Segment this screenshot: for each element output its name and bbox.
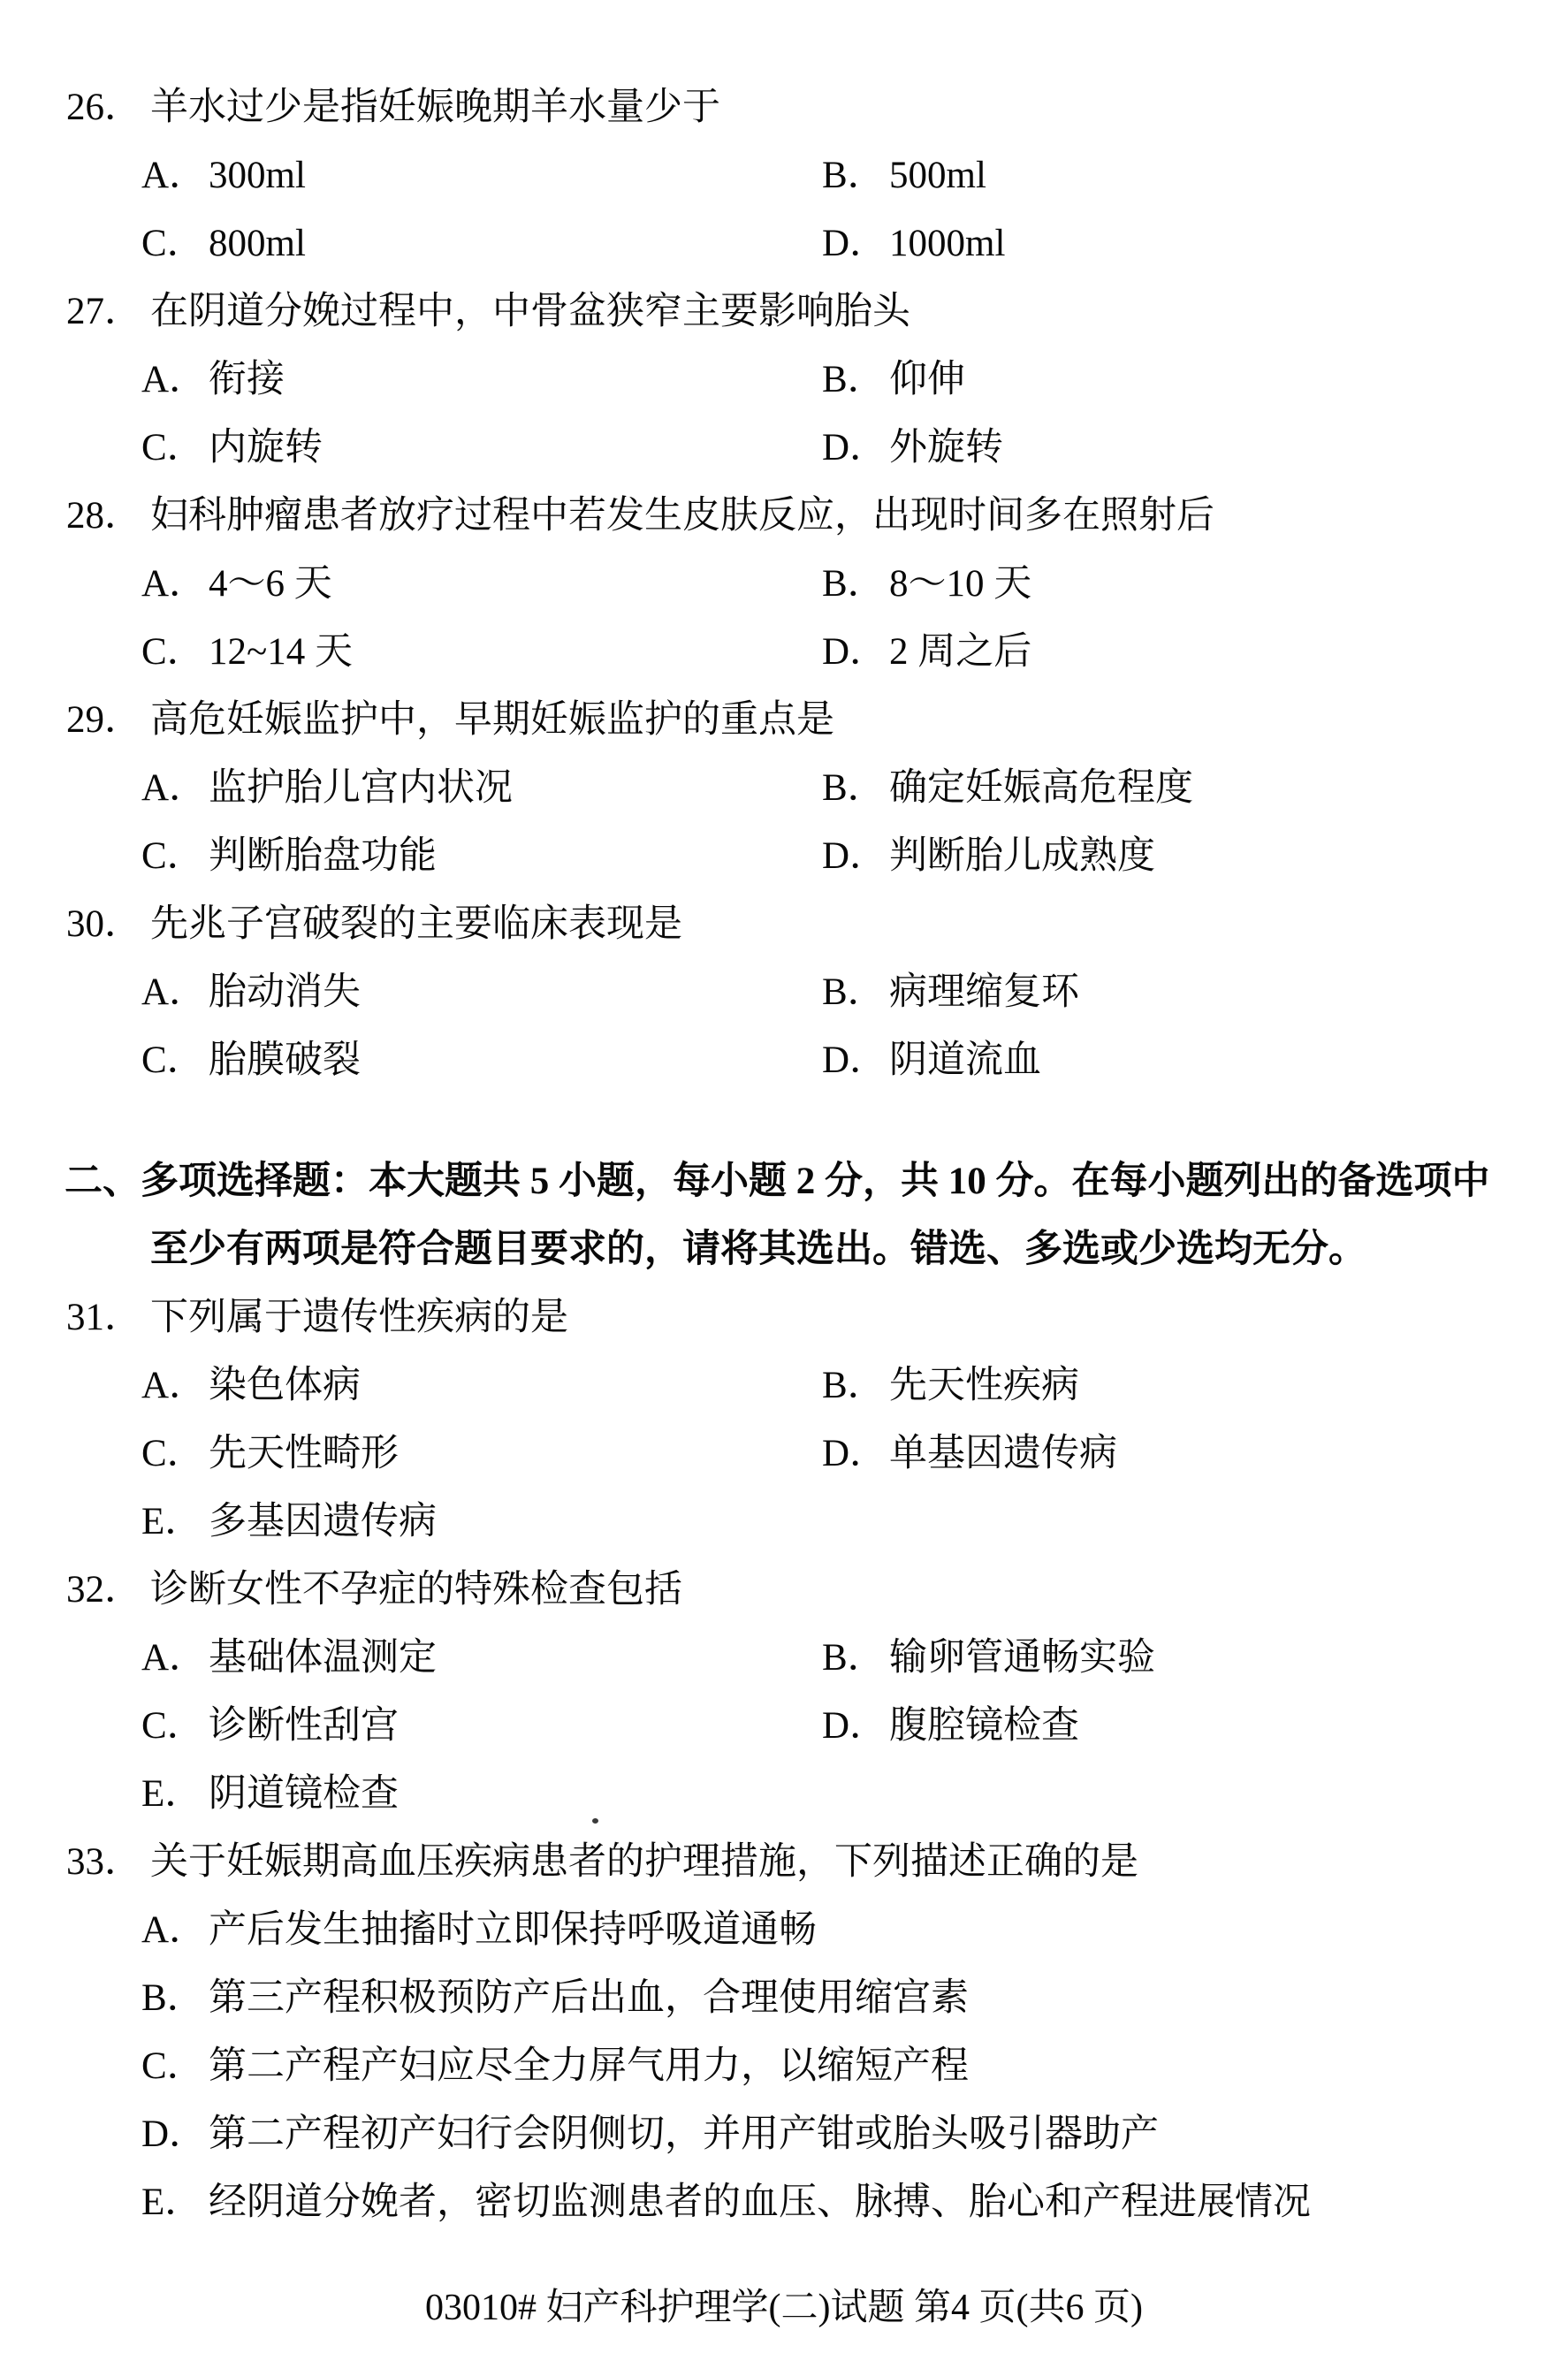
option-text: 4～6 天: [209, 563, 332, 605]
option-item: [822, 563, 1031, 605]
single-choice-question-list: [0, 73, 1568, 1094]
option-text: 输卵管通畅实验: [889, 1637, 1155, 1679]
question-stem-row: [0, 890, 1568, 958]
option-label: C．: [141, 427, 205, 468]
option-row: [0, 1896, 1568, 1964]
option-item: [822, 223, 1005, 264]
option-item: [141, 958, 822, 1026]
option-label: C．: [141, 1040, 205, 1081]
option-item: [141, 141, 822, 209]
question-block: [0, 278, 1568, 482]
option-item: [822, 767, 1193, 809]
question-block: [0, 482, 1568, 686]
option-row: [0, 1488, 1568, 1556]
option-item: [822, 155, 986, 196]
option-row: [0, 958, 1568, 1026]
multiple-choice-question-list: [0, 1283, 1568, 2236]
option-text: 衔接: [209, 359, 285, 400]
question-stem-row: [0, 73, 1568, 141]
option-text: 先天性疾病: [889, 1365, 1079, 1406]
question-block: [0, 686, 1568, 890]
option-label: D．: [822, 835, 888, 877]
option-text: 确定妊娠高危程度: [889, 767, 1193, 809]
option-row: [0, 822, 1568, 890]
question-block: [0, 73, 1568, 278]
option-item: [141, 618, 822, 686]
option-label: B．: [822, 1637, 886, 1679]
option-row: [0, 1760, 1568, 1828]
option-label: A．: [141, 971, 208, 1013]
option-text: 第二产程初产妇行会阴侧切，并用产钳或胎头吸引器助产: [209, 2113, 1159, 2155]
option-label: D．: [822, 1705, 888, 1747]
option-label: D．: [141, 2113, 208, 2155]
option-item: [141, 1977, 969, 2019]
option-label: E．: [141, 1501, 203, 1542]
option-text: 1000ml: [889, 223, 1006, 264]
option-text: 阴道镜检查: [209, 1773, 399, 1815]
section-2-header: [0, 1147, 1568, 1283]
question-stem-row: [0, 1828, 1568, 1896]
option-item: [822, 835, 1155, 877]
option-text: 800ml: [209, 223, 306, 264]
option-text: 产后发生抽搐时立即保持呼吸道通畅: [209, 1909, 817, 1951]
option-text: 第三产程积极预防产后出血，合理使用缩宫素: [209, 1977, 969, 2019]
option-label: A．: [141, 563, 208, 605]
question-block: [0, 1828, 1568, 2236]
option-text: 12~14 天: [209, 631, 354, 673]
option-item: [822, 1433, 1117, 1474]
option-text: 单基因遗传病: [889, 1433, 1117, 1474]
option-item: [141, 2045, 969, 2087]
option-row: [0, 550, 1568, 618]
option-text: 8～10 天: [889, 563, 1032, 605]
section-2-header-line2: 至少有两项是符合题目要求的，请将其选出。错选、多选或少选均无分。: [150, 1229, 1366, 1270]
page-footer: 03010# 妇产科护理学(二)试题 第4 页(共6 页): [425, 2288, 1143, 2328]
question-stem: 在阴道分娩过程中，中骨盆狭窄主要影响胎头: [150, 291, 910, 332]
option-label: D．: [822, 1433, 888, 1474]
option-text: 腹腔镜检查: [889, 1705, 1079, 1747]
option-row: [0, 2032, 1568, 2100]
option-row: [0, 414, 1568, 482]
option-item: [141, 209, 822, 278]
option-item: [141, 1624, 822, 1692]
option-label: C．: [141, 1433, 205, 1474]
option-label: A．: [141, 155, 208, 196]
option-label: B．: [141, 1977, 205, 2019]
option-label: C．: [141, 631, 205, 673]
option-row: [0, 1352, 1568, 1420]
option-text: 染色体病: [209, 1365, 361, 1406]
option-item: [141, 1692, 822, 1760]
option-item: [822, 359, 965, 400]
option-label: D．: [822, 1040, 888, 1081]
question-stem-row: [0, 278, 1568, 346]
option-item: [141, 754, 822, 822]
option-row: [0, 1026, 1568, 1094]
option-item: [141, 2182, 1311, 2223]
option-text: 胎动消失: [209, 971, 361, 1013]
option-row: [0, 754, 1568, 822]
option-item: [141, 1026, 822, 1094]
question-number: 26．: [66, 87, 142, 128]
option-label: A．: [141, 1909, 208, 1951]
question-number: 33．: [66, 1841, 142, 1883]
option-item: [822, 971, 1079, 1013]
option-row: [0, 1964, 1568, 2032]
option-label: E．: [141, 2182, 203, 2223]
option-text: 仰伸: [889, 359, 965, 400]
option-label: A．: [141, 1637, 208, 1679]
option-label: D．: [822, 427, 888, 468]
question-stem: 关于妊娠期高血压疾病患者的护理措施，下列描述正确的是: [150, 1841, 1138, 1883]
option-text: 诊断性刮宫: [209, 1705, 399, 1747]
question-number: 30．: [66, 903, 142, 945]
option-label: C．: [141, 2045, 205, 2087]
question-stem: 下列属于遗传性疾病的是: [150, 1297, 568, 1338]
option-text: 病理缩复环: [889, 971, 1079, 1013]
question-stem-row: [0, 686, 1568, 754]
question-stem-row: [0, 482, 1568, 550]
question-block: [0, 890, 1568, 1094]
question-number: 27．: [66, 291, 142, 332]
option-label: C．: [141, 835, 205, 877]
option-row: [0, 618, 1568, 686]
option-row: [0, 1420, 1568, 1488]
option-text: 内旋转: [209, 427, 323, 468]
option-item: [141, 550, 822, 618]
option-row: [0, 1692, 1568, 1760]
option-item: [141, 1501, 437, 1542]
option-item: [822, 1365, 1079, 1406]
scan-speck-artifact: [592, 1818, 598, 1824]
option-item: [141, 414, 822, 482]
question-stem: 高危妊娠监护中，早期妊娠监护的重点是: [150, 699, 834, 741]
option-label: E．: [141, 1773, 203, 1815]
option-text: 300ml: [209, 155, 306, 196]
option-item: [141, 822, 822, 890]
question-stem: 先兆子宫破裂的主要临床表现是: [150, 903, 682, 945]
option-text: 判断胎儿成熟度: [889, 835, 1155, 877]
option-text: 基础体温测定: [209, 1637, 437, 1679]
option-label: B．: [822, 155, 886, 196]
question-stem-row: [0, 1283, 1568, 1352]
option-item: [141, 1420, 822, 1488]
option-item: [822, 1705, 1079, 1747]
option-label: B．: [822, 767, 886, 809]
option-text: 先天性畸形: [209, 1433, 399, 1474]
option-text: 阴道流血: [889, 1040, 1041, 1081]
option-item: [822, 631, 1031, 673]
option-item: [141, 2113, 1159, 2155]
option-row: [0, 346, 1568, 414]
option-item: [141, 1352, 822, 1420]
question-block: [0, 1556, 1568, 1828]
question-stem: 羊水过少是指妊娠晚期羊水量少于: [150, 87, 720, 128]
question-stem: 诊断女性不孕症的特殊检查包括: [150, 1569, 682, 1611]
option-item: [141, 346, 822, 414]
option-label: B．: [822, 563, 886, 605]
option-text: 监护胎儿宫内状况: [209, 767, 513, 809]
question-stem: 妇科肿瘤患者放疗过程中若发生皮肤反应，出现时间多在照射后: [150, 495, 1214, 537]
option-item: [822, 1040, 1041, 1081]
option-text: 500ml: [889, 155, 986, 196]
option-label: D．: [822, 223, 888, 264]
section-2-header-line1: 二、多项选择题：本大题共 5 小题，每小题 2 分，共 10 分。在每小题列出的备选项中: [65, 1161, 1490, 1202]
option-label: B．: [822, 971, 886, 1013]
option-label: D．: [822, 631, 888, 673]
option-label: C．: [141, 1705, 205, 1747]
question-block: [0, 1283, 1568, 1556]
option-item: [822, 1637, 1155, 1679]
option-row: [0, 141, 1568, 209]
option-label: A．: [141, 767, 208, 809]
question-stem-row: [0, 1556, 1568, 1624]
option-text: 经阴道分娩者，密切监测患者的血压、脉搏、胎心和产程进展情况: [209, 2182, 1311, 2223]
option-text: 2 周之后: [889, 631, 1032, 673]
option-text: 胎膜破裂: [209, 1040, 361, 1081]
option-label: B．: [822, 1365, 886, 1406]
option-row: [0, 209, 1568, 278]
question-number: 31．: [66, 1297, 142, 1338]
option-item: [141, 1773, 399, 1815]
option-text: 多基因遗传病: [209, 1501, 437, 1542]
question-number: 32．: [66, 1569, 142, 1611]
question-number: 28．: [66, 495, 142, 537]
option-label: C．: [141, 223, 205, 264]
option-row: [0, 1624, 1568, 1692]
option-label: A．: [141, 1365, 208, 1406]
option-text: 外旋转: [889, 427, 1003, 468]
option-label: A．: [141, 359, 208, 400]
option-item: [141, 1909, 817, 1951]
option-text: 第二产程产妇应尽全力屏气用力，以缩短产程: [209, 2045, 969, 2087]
option-item: [822, 427, 1003, 468]
question-number: 29．: [66, 699, 142, 741]
option-label: B．: [822, 359, 886, 400]
option-row: [0, 2168, 1568, 2236]
option-text: 判断胎盘功能: [209, 835, 437, 877]
option-row: [0, 2100, 1568, 2168]
